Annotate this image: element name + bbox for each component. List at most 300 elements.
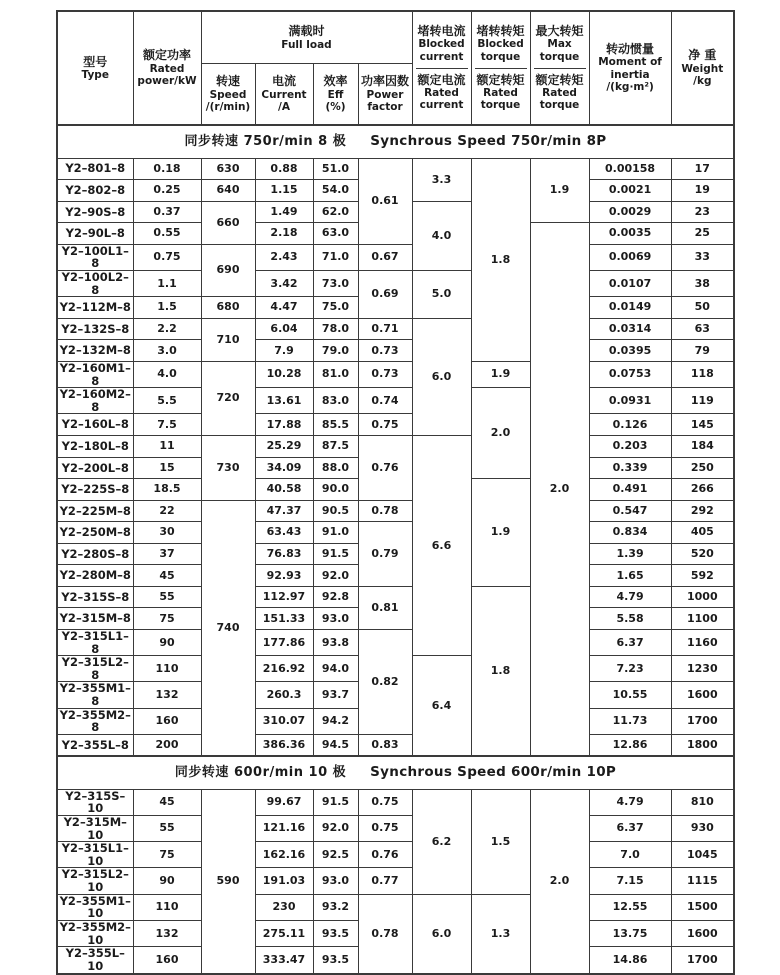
col-header-eff [313,64,358,125]
cell-blocked-torque-ratio: 2.0 [471,388,530,479]
cell-weight: 592 [671,565,734,587]
cell-inertia: 10.55 [589,682,671,708]
cell-type: Y2–315L2–8 [57,656,133,682]
cell-current: 112.97 [255,586,313,608]
cell-weight: 17 [671,158,734,180]
cell-power-factor: 0.71 [358,318,412,340]
cell-current: 230 [255,894,313,920]
cell-inertia: 6.37 [589,815,671,841]
cell-rated-power: 110 [133,656,201,682]
cell-power-factor: 0.61 [358,158,412,244]
table-row [57,270,734,296]
cell-rated-power: 132 [133,682,201,708]
cell-weight: 1700 [671,947,734,974]
cell-type: Y2–132M–8 [57,340,133,362]
header-line: Full load [281,38,332,51]
cell-weight: 119 [671,388,734,414]
cell-current: 47.37 [255,500,313,522]
col-header-speed [201,64,255,125]
cell-inertia: 0.0314 [589,318,671,340]
cell-rated-power: 45 [133,565,201,587]
cell-current: 34.09 [255,457,313,479]
cell-weight: 79 [671,340,734,362]
cell-current: 2.43 [255,244,313,270]
header-line: 额定电流 [417,72,466,87]
cell-blocked-current-ratio: 3.3 [412,158,471,201]
cell-blocked-torque-ratio: 1.8 [471,586,530,756]
cell-inertia: 0.339 [589,457,671,479]
cell-type: Y2–90S–8 [57,201,133,223]
blocked-torque-fraction [472,12,530,124]
cell-power-factor: 0.69 [358,270,412,318]
cell-power-factor: 0.78 [358,500,412,522]
cell-eff: 87.5 [313,436,358,458]
cell-inertia: 1.39 [589,543,671,565]
cell-eff: 78.0 [313,318,358,340]
cell-inertia: 0.00158 [589,158,671,180]
header-line: inertia [610,68,650,81]
table-row [57,388,734,414]
table-row [57,361,734,387]
cell-rated-power: 1.1 [133,270,201,296]
cell-inertia: 5.58 [589,608,671,630]
cell-type: Y2–250M–8 [57,522,133,544]
cell-inertia: 0.0931 [589,388,671,414]
cell-rated-power: 4.0 [133,361,201,387]
cell-current: 333.47 [255,947,313,974]
cell-speed: 690 [201,244,255,297]
section-title-zh: 同步转速 750r/min 8 极 [184,134,347,150]
header-line: 堵转转矩 [476,23,525,38]
cell-current: 121.16 [255,815,313,841]
cell-eff: 81.0 [313,361,358,387]
cell-power-factor: 0.76 [358,436,412,501]
cell-weight: 250 [671,457,734,479]
cell-speed: 660 [201,201,255,244]
cell-type: Y2–315S–10 [57,789,133,815]
cell-weight: 1600 [671,921,734,947]
cell-inertia: 0.834 [589,522,671,544]
cell-current: 191.03 [255,868,313,894]
cell-type: Y2–160M1–8 [57,361,133,387]
cell-inertia: 7.15 [589,868,671,894]
cell-weight: 184 [671,436,734,458]
cell-speed: 590 [201,789,255,973]
table-row [57,500,734,522]
header-line: 转动惯量 [606,41,655,56]
cell-max-torque-ratio: 1.9 [530,158,589,223]
fraction-denominator [416,69,468,118]
cell-speed: 740 [201,500,255,756]
cell-weight: 1000 [671,586,734,608]
cell-rated-power: 7.5 [133,414,201,436]
header-line: 最大转矩 [535,23,584,38]
cell-weight: 19 [671,180,734,202]
cell-rated-power: 22 [133,500,201,522]
header-line: Blocked [477,38,524,51]
col-header-full-load [201,11,412,64]
table-row [57,629,734,655]
cell-weight: 1600 [671,682,734,708]
cell-type: Y2–100L2–8 [57,270,133,296]
cell-current: 92.93 [255,565,313,587]
cell-weight: 930 [671,815,734,841]
cell-rated-power: 132 [133,921,201,947]
cell-type: Y2–315L2–10 [57,868,133,894]
header-line: /A [278,101,290,114]
header-line: Blocked [418,38,465,51]
cell-weight: 405 [671,522,734,544]
cell-weight: 25 [671,223,734,245]
section-title-zh: 同步转速 600r/min 10 极 [174,765,347,781]
cell-eff: 93.0 [313,868,358,894]
cell-current: 310.07 [255,708,313,734]
cell-type: Y2–280S–8 [57,543,133,565]
cell-blocked-torque-ratio: 1.5 [471,789,530,894]
cell-eff: 93.5 [313,947,358,974]
cell-type: Y2–160M2–8 [57,388,133,414]
header-line: torque [480,50,521,63]
cell-type: Y2–355L–8 [57,735,133,757]
cell-speed: 680 [201,297,255,319]
cell-weight: 1230 [671,656,734,682]
cell-blocked-current-ratio: 6.0 [412,894,471,973]
cell-eff: 92.0 [313,815,358,841]
cell-rated-power: 110 [133,894,201,920]
cell-type: Y2–315L1–8 [57,629,133,655]
cell-power-factor: 0.78 [358,894,412,973]
cell-rated-power: 0.25 [133,180,201,202]
cell-inertia: 12.86 [589,735,671,757]
cell-power-factor: 0.79 [358,522,412,587]
header-line: 功率因数 [360,74,409,89]
cell-power-factor: 0.76 [358,842,412,868]
header-line: current [419,50,464,63]
cell-power-factor: 0.73 [358,340,412,362]
section-header-row [57,756,734,789]
cell-current: 177.86 [255,629,313,655]
table-row [57,735,734,757]
table-row [57,414,734,436]
header-line: torque [480,99,521,112]
cell-current: 13.61 [255,388,313,414]
cell-eff: 93.0 [313,608,358,630]
header-line: (%) [325,101,346,114]
header-line: Eff [327,88,344,101]
cell-current: 162.16 [255,842,313,868]
cell-eff: 92.0 [313,565,358,587]
cell-type: Y2–355M1–8 [57,682,133,708]
cell-current: 216.92 [255,656,313,682]
cell-weight: 520 [671,543,734,565]
cell-speed: 730 [201,436,255,501]
cell-eff: 91.0 [313,522,358,544]
cell-inertia: 4.79 [589,586,671,608]
header-line: Type [81,68,109,81]
header-line: Rated [424,86,459,99]
header-line: 堵转电流 [417,23,466,38]
cell-eff: 93.8 [313,629,358,655]
cell-max-torque-ratio: 2.0 [530,223,589,756]
cell-rated-power: 160 [133,947,201,974]
cell-current: 3.42 [255,270,313,296]
cell-type: Y2–355M2–8 [57,708,133,734]
cell-type: Y2–100L1–8 [57,244,133,270]
cell-power-factor: 0.77 [358,868,412,894]
header-line: current [419,99,464,112]
col-header-max-torque [530,11,589,125]
table-row [57,158,734,180]
cell-inertia: 0.0035 [589,223,671,245]
cell-power-factor: 0.81 [358,586,412,629]
cell-type: Y2–315L1–10 [57,842,133,868]
cell-current: 0.88 [255,158,313,180]
table-row [57,436,734,458]
cell-inertia: 0.0069 [589,244,671,270]
cell-current: 386.36 [255,735,313,757]
cell-type: Y2–315M–10 [57,815,133,841]
fraction-numerator [416,19,468,69]
cell-weight: 23 [671,201,734,223]
cell-rated-power: 55 [133,586,201,608]
cell-eff: 90.0 [313,479,358,501]
cell-type: Y2–355M1–10 [57,894,133,920]
table-row [57,340,734,362]
cell-power-factor: 0.82 [358,629,412,734]
cell-rated-power: 55 [133,815,201,841]
cell-current: 10.28 [255,361,313,387]
table-row [57,868,734,894]
header-line: 额定功率 [142,48,191,63]
cell-eff: 92.5 [313,842,358,868]
col-header-rated-power [133,11,201,125]
cell-current: 275.11 [255,921,313,947]
fraction-denominator [534,69,586,118]
cell-rated-power: 30 [133,522,201,544]
table-row [57,789,734,815]
cell-inertia: 13.75 [589,921,671,947]
cell-inertia: 0.126 [589,414,671,436]
cell-eff: 92.8 [313,586,358,608]
cell-weight: 1160 [671,629,734,655]
cell-weight: 1800 [671,735,734,757]
cell-weight: 1100 [671,608,734,630]
cell-weight: 50 [671,297,734,319]
cell-current: 7.9 [255,340,313,362]
cell-inertia: 0.0753 [589,361,671,387]
cell-current: 2.18 [255,223,313,245]
section-title-en: Synchrous Speed 750r/min 8P [370,133,607,150]
cell-eff: 93.2 [313,894,358,920]
cell-eff: 94.5 [313,735,358,757]
cell-eff: 94.0 [313,656,358,682]
cell-type: Y2–200L–8 [57,457,133,479]
cell-type: Y2–225S–8 [57,479,133,501]
header-row-1 [57,11,734,64]
header-line: Speed [209,88,247,101]
table-row [57,244,734,270]
cell-power-factor: 0.74 [358,388,412,414]
header-line: 电流 [271,74,296,89]
header-line: Max [547,38,572,51]
cell-speed: 720 [201,361,255,435]
cell-weight: 292 [671,500,734,522]
col-header-weight [671,11,734,125]
fraction-numerator [475,19,527,69]
header-line: Weight [681,62,724,75]
header-line: Rated [149,62,185,75]
section-title [57,756,734,789]
table-row [57,318,734,340]
cell-rated-power: 0.37 [133,201,201,223]
col-header-blocked-current [412,11,471,125]
cell-rated-power: 5.5 [133,388,201,414]
cell-eff: 71.0 [313,244,358,270]
cell-eff: 51.0 [313,158,358,180]
cell-blocked-current-ratio: 6.0 [412,318,471,435]
cell-current: 1.15 [255,180,313,202]
cell-rated-power: 45 [133,789,201,815]
cell-current: 4.47 [255,297,313,319]
cell-inertia: 14.86 [589,947,671,974]
cell-blocked-current-ratio: 6.6 [412,436,471,656]
cell-current: 99.67 [255,789,313,815]
cell-eff: 63.0 [313,223,358,245]
col-header-power-factor [358,64,412,125]
cell-inertia: 0.491 [589,479,671,501]
cell-max-torque-ratio: 2.0 [530,789,589,973]
cell-speed: 640 [201,180,255,202]
fraction-numerator [534,19,586,69]
table-row [57,815,734,841]
section-title [57,125,734,158]
cell-current: 25.29 [255,436,313,458]
cell-inertia: 0.0107 [589,270,671,296]
cell-type: Y2–315M–8 [57,608,133,630]
cell-weight: 810 [671,789,734,815]
header-line: 效率 [323,74,348,89]
cell-blocked-torque-ratio: 1.9 [471,479,530,587]
table-row [57,842,734,868]
table-row [57,894,734,920]
cell-inertia: 1.65 [589,565,671,587]
cell-weight: 118 [671,361,734,387]
header-line: factor [367,101,403,114]
cell-inertia: 7.23 [589,656,671,682]
cell-blocked-current-ratio: 6.4 [412,656,471,756]
header-line: Rated [483,86,518,99]
cell-blocked-current-ratio: 4.0 [412,201,471,270]
cell-rated-power: 0.18 [133,158,201,180]
fraction-denominator [475,69,527,118]
cell-type: Y2–315S–8 [57,586,133,608]
cell-weight: 1700 [671,708,734,734]
cell-eff: 62.0 [313,201,358,223]
cell-inertia: 0.547 [589,500,671,522]
cell-inertia: 0.0149 [589,297,671,319]
cell-inertia: 7.0 [589,842,671,868]
header-line: Current [261,88,307,101]
cell-rated-power: 200 [133,735,201,757]
cell-current: 76.83 [255,543,313,565]
table-body [57,125,734,974]
header-line: 满载时 [288,24,325,39]
cell-current: 1.49 [255,201,313,223]
cell-weight: 63 [671,318,734,340]
cell-eff: 91.5 [313,789,358,815]
cell-inertia: 0.0021 [589,180,671,202]
cell-type: Y2–225M–8 [57,500,133,522]
cell-type: Y2–180L–8 [57,436,133,458]
cell-current: 151.33 [255,608,313,630]
header-line: /(r/min) [205,101,251,114]
cell-current: 63.43 [255,522,313,544]
cell-eff: 88.0 [313,457,358,479]
header-line: Moment of [598,56,662,69]
cell-rated-power: 37 [133,543,201,565]
cell-weight: 1045 [671,842,734,868]
header-line: /kg [693,75,712,88]
header-line: torque [539,99,580,112]
cell-weight: 33 [671,244,734,270]
cell-type: Y2–112M–8 [57,297,133,319]
col-header-type [57,11,133,125]
cell-speed: 710 [201,318,255,361]
cell-inertia: 0.203 [589,436,671,458]
cell-rated-power: 160 [133,708,201,734]
cell-blocked-current-ratio: 6.2 [412,789,471,894]
cell-inertia: 4.79 [589,789,671,815]
cell-weight: 1115 [671,868,734,894]
cell-rated-power: 1.5 [133,297,201,319]
cell-eff: 85.5 [313,414,358,436]
header-line: power/kW [137,75,197,88]
section-title-en: Synchrous Speed 600r/min 10P [370,764,617,781]
cell-eff: 94.2 [313,708,358,734]
cell-power-factor: 0.75 [358,789,412,815]
cell-eff: 91.5 [313,543,358,565]
table-row [57,586,734,608]
cell-type: Y2–160L–8 [57,414,133,436]
cell-eff: 93.5 [313,921,358,947]
header-line: 转速 [215,74,240,89]
cell-weight: 266 [671,479,734,501]
cell-speed: 630 [201,158,255,180]
header-line: Rated [542,86,577,99]
blocked-current-fraction [413,12,471,124]
cell-rated-power: 18.5 [133,479,201,501]
cell-current: 260.3 [255,682,313,708]
header-line: /(kg·m²) [606,81,654,94]
cell-power-factor: 0.75 [358,414,412,436]
cell-type: Y2–802–8 [57,180,133,202]
cell-eff: 93.7 [313,682,358,708]
cell-inertia: 0.0029 [589,201,671,223]
cell-weight: 38 [671,270,734,296]
table-row [57,522,734,544]
cell-power-factor: 0.75 [358,815,412,841]
cell-eff: 79.0 [313,340,358,362]
header-line: Power [366,88,404,101]
cell-type: Y2–280M–8 [57,565,133,587]
cell-rated-power: 3.0 [133,340,201,362]
cell-blocked-torque-ratio: 1.8 [471,158,530,361]
cell-power-factor: 0.67 [358,244,412,270]
motor-spec-table [56,10,735,975]
cell-eff: 54.0 [313,180,358,202]
section-header-row [57,125,734,158]
cell-current: 40.58 [255,479,313,501]
